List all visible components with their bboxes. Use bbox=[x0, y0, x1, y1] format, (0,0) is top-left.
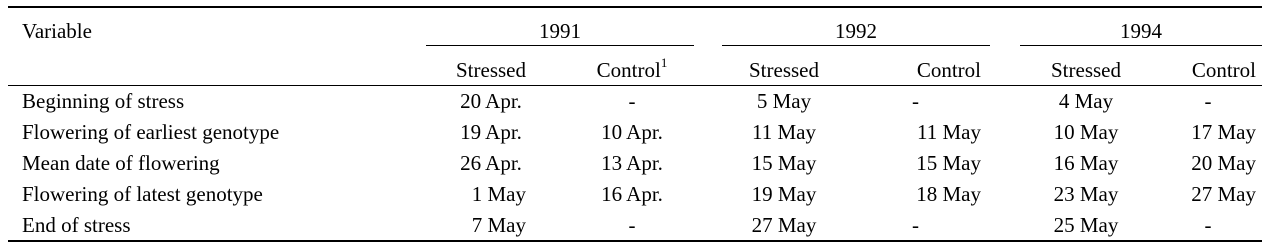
year-header-1992: 1992 bbox=[835, 19, 877, 43]
table-bottom-rule bbox=[8, 240, 1262, 242]
row-label: End of stress bbox=[22, 213, 131, 237]
cell-1994-stressed: 16 May bbox=[1053, 151, 1119, 175]
cell-1994-stressed: 23 May bbox=[1053, 182, 1119, 206]
year-header-1994: 1994 bbox=[1120, 19, 1162, 43]
cell-1992-control: - bbox=[912, 89, 919, 113]
cell-1991-control: 13 Apr. bbox=[601, 151, 663, 175]
subheader-1991-control bbox=[570, 55, 694, 82]
row-label: Mean date of flowering bbox=[22, 151, 220, 175]
cell-1991-stressed: 1 May bbox=[471, 182, 526, 206]
cell-1992-stressed: 11 May bbox=[752, 120, 816, 144]
cell-1994-stressed: 25 May bbox=[1053, 213, 1119, 237]
cell-1992-control: - bbox=[912, 213, 919, 237]
cell-1991-stressed: 19 Apr. bbox=[460, 120, 522, 144]
row-label: Flowering of earliest genotype bbox=[22, 120, 280, 144]
subheader-1991-stressed: Stressed bbox=[456, 58, 526, 82]
cell-1992-control: 15 May bbox=[916, 151, 981, 175]
cell-1991-stressed: 7 May bbox=[471, 213, 526, 237]
row-label: Beginning of stress bbox=[22, 89, 185, 113]
cell-1991-control: 16 Apr. bbox=[601, 182, 663, 206]
cell-1994-control: - bbox=[1204, 213, 1212, 237]
cell-1992-stressed: 15 May bbox=[751, 151, 817, 175]
subheader-1992-control: Control bbox=[916, 58, 981, 82]
cell-1991-control: 10 Apr. bbox=[601, 120, 663, 144]
table-top-rule bbox=[8, 6, 1262, 8]
subheader-1994-stressed: Stressed bbox=[1051, 58, 1121, 82]
subheader-1994-control: Control bbox=[1191, 58, 1256, 82]
cell-1991-control: - bbox=[628, 89, 636, 113]
row-label: Flowering of latest genotype bbox=[22, 182, 263, 206]
variable-header: Variable bbox=[22, 19, 92, 43]
cell-1994-control: 27 May bbox=[1191, 182, 1256, 206]
cell-1992-stressed: 19 May bbox=[751, 182, 817, 206]
cell-1994-control: 17 May bbox=[1191, 120, 1256, 144]
cell-1991-stressed: 20 Apr. bbox=[460, 89, 522, 113]
subheader-1991-control-label: Control bbox=[596, 58, 661, 82]
year-1994-rule bbox=[1020, 45, 1262, 46]
cell-1992-control: 18 May bbox=[916, 182, 981, 206]
cell-1992-control: 11 May bbox=[917, 120, 981, 144]
cell-1991-stressed: 26 Apr. bbox=[460, 151, 522, 175]
year-header-1991: 1991 bbox=[539, 19, 581, 43]
control-footnote-mark: 1 bbox=[660, 55, 668, 70]
cell-1994-control: - bbox=[1204, 89, 1212, 113]
header-bottom-rule bbox=[8, 85, 1262, 86]
year-1991-rule bbox=[426, 45, 694, 46]
cell-1991-control: - bbox=[628, 213, 636, 237]
cell-1994-control: 20 May bbox=[1191, 151, 1256, 175]
subheader-1992-stressed: Stressed bbox=[749, 58, 819, 82]
cell-1992-stressed: 5 May bbox=[756, 89, 812, 113]
cell-1992-stressed: 27 May bbox=[751, 213, 817, 237]
year-1992-rule bbox=[722, 45, 990, 46]
cell-1994-stressed: 10 May bbox=[1053, 120, 1119, 144]
cell-1994-stressed: 4 May bbox=[1058, 89, 1114, 113]
